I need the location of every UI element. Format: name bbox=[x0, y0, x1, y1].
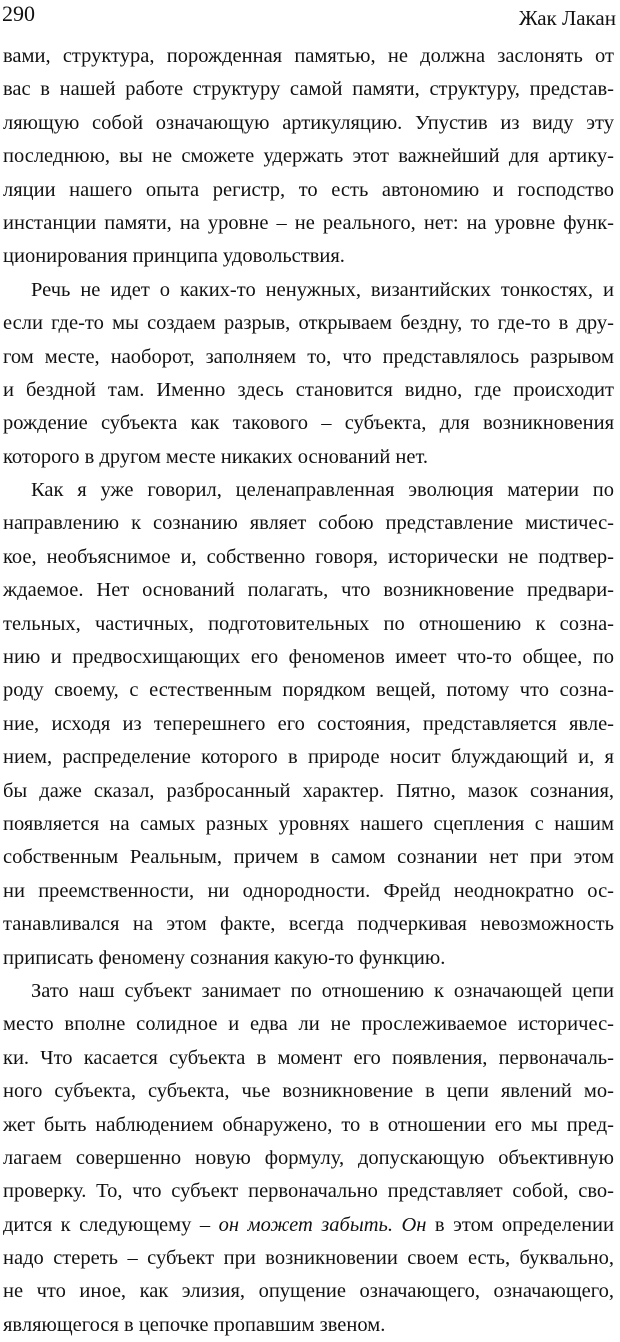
text-line: танавливался на этом факте, всегда подчеркивая невозможность bbox=[3, 913, 614, 936]
text-line: ляции нашего опыта регистр, то есть автономию и господство bbox=[3, 178, 614, 201]
text-line: ки. Что касается субъекта в момент его появления, первоначаль- bbox=[3, 1046, 614, 1069]
text-line: собственным Реальным, причем в самом сознании нет при этом bbox=[3, 846, 614, 869]
text-line: ни преемственности, ни однородности. Фрейд неоднократно ос- bbox=[3, 879, 614, 902]
text-line: нием, распределение которого в природе носит блуждающий и, я bbox=[3, 746, 614, 769]
text-line: ждаемое. Нет оснований полагать, что возникновение предвари- bbox=[3, 579, 614, 602]
paragraph-3 bbox=[3, 474, 614, 975]
text-line: вами, структура, порожденная памятью, не должна заслонять от bbox=[3, 45, 614, 67]
paragraph-4 bbox=[3, 975, 614, 1342]
text-line: и бездной там. Именно здесь становится видно, где происходит bbox=[3, 378, 614, 401]
page-number: 290 bbox=[2, 1, 35, 26]
text-line: если где-то мы создаем разрыв, открываем бездну, то где-то в дру- bbox=[3, 312, 614, 335]
text-line: бы даже сказал, разбросанный характер. Пятно, мазок сознания, bbox=[3, 779, 614, 802]
body-text bbox=[3, 40, 614, 1342]
text-line: последнюю, вы не сможете удержать этот важнейший для артику- bbox=[3, 145, 614, 168]
text-line: вас в нашей работе структуру самой памяти, структуру, представ- bbox=[3, 78, 614, 101]
text-line: место вполне солидное и едва ли не прослеживаемое историчес- bbox=[3, 1013, 614, 1036]
paragraph-2 bbox=[3, 274, 614, 474]
text-line: нию и предвосхищающих его феноменов имеет что-то общее, по bbox=[3, 646, 614, 669]
text-line: жет быть наблюдением обнаружено, то в отношении его мы пред- bbox=[3, 1113, 614, 1136]
text-line-with-italics bbox=[3, 1209, 614, 1242]
page-header bbox=[2, 2, 616, 32]
text-line: появляется на самых разных уровнях нашего сцепления с нашим bbox=[3, 812, 614, 835]
text-line: являющегося в цепочке пропавшим звеном. bbox=[3, 1313, 386, 1336]
running-head: Жак Лакан bbox=[518, 6, 616, 30]
text-line: надо стереть – субъект при возникновении своем есть, буквально, bbox=[3, 1247, 614, 1270]
text-line: ционирования принципа удовольствия. bbox=[3, 245, 345, 268]
text-fragment: дится к следующему – bbox=[3, 1213, 219, 1236]
text-line: ного субъекта, субъекта, чье возникновение в цепи явлений мо- bbox=[3, 1080, 614, 1103]
text-line: инстанции памяти, на уровне – не реального, нет: на уровне функ- bbox=[3, 211, 614, 234]
italic-phrase: он может забыть. Он bbox=[218, 1213, 427, 1236]
text-line: Зато наш субъект занимает по отношению к означающей цепи bbox=[31, 979, 614, 1002]
text-line: которого в другом месте никаких оснований нет. bbox=[3, 445, 429, 468]
text-line: гом месте, наоборот, заполняем то, что представлялось разрывом bbox=[3, 345, 614, 368]
text-line: лагаем совершенно новую формулу, допускающую объективную bbox=[3, 1146, 614, 1169]
text-line: тельных, частичных, подготовительных по отношению к созна- bbox=[3, 612, 614, 635]
text-line: ляющую собой означающую артикуляцию. Упустив из виду эту bbox=[3, 111, 614, 134]
text-line: приписать феномену сознания какую-то функцию. bbox=[3, 946, 446, 969]
text-line: не что иное, как элизия, опущение означающего, означающего, bbox=[3, 1280, 614, 1303]
text-line: направлению к сознанию являет собою представление мистичес- bbox=[3, 512, 614, 535]
text-fragment: в этом определении bbox=[426, 1213, 614, 1236]
text-line: кое, необъяснимое и, собственно говоря, исторически не подтвер- bbox=[3, 545, 614, 568]
text-line: проверку. То, что субъект первоначально представляет собой, сво- bbox=[3, 1180, 614, 1203]
paragraph-1 bbox=[3, 40, 614, 274]
text-line: Как я уже говорил, целенаправленная эволюция материи по bbox=[31, 479, 614, 502]
text-line: роду своему, с естественным порядком вещей, потому что созна- bbox=[3, 679, 614, 702]
text-line: Речь не идет о каких-то ненужных, византийских тонкостях, и bbox=[31, 278, 614, 301]
text-line: рождение субъекта как такового – субъекта, для возникновения bbox=[3, 412, 614, 435]
text-line: ние, исходя из теперешнего его состояния, представляется явле- bbox=[3, 712, 614, 735]
